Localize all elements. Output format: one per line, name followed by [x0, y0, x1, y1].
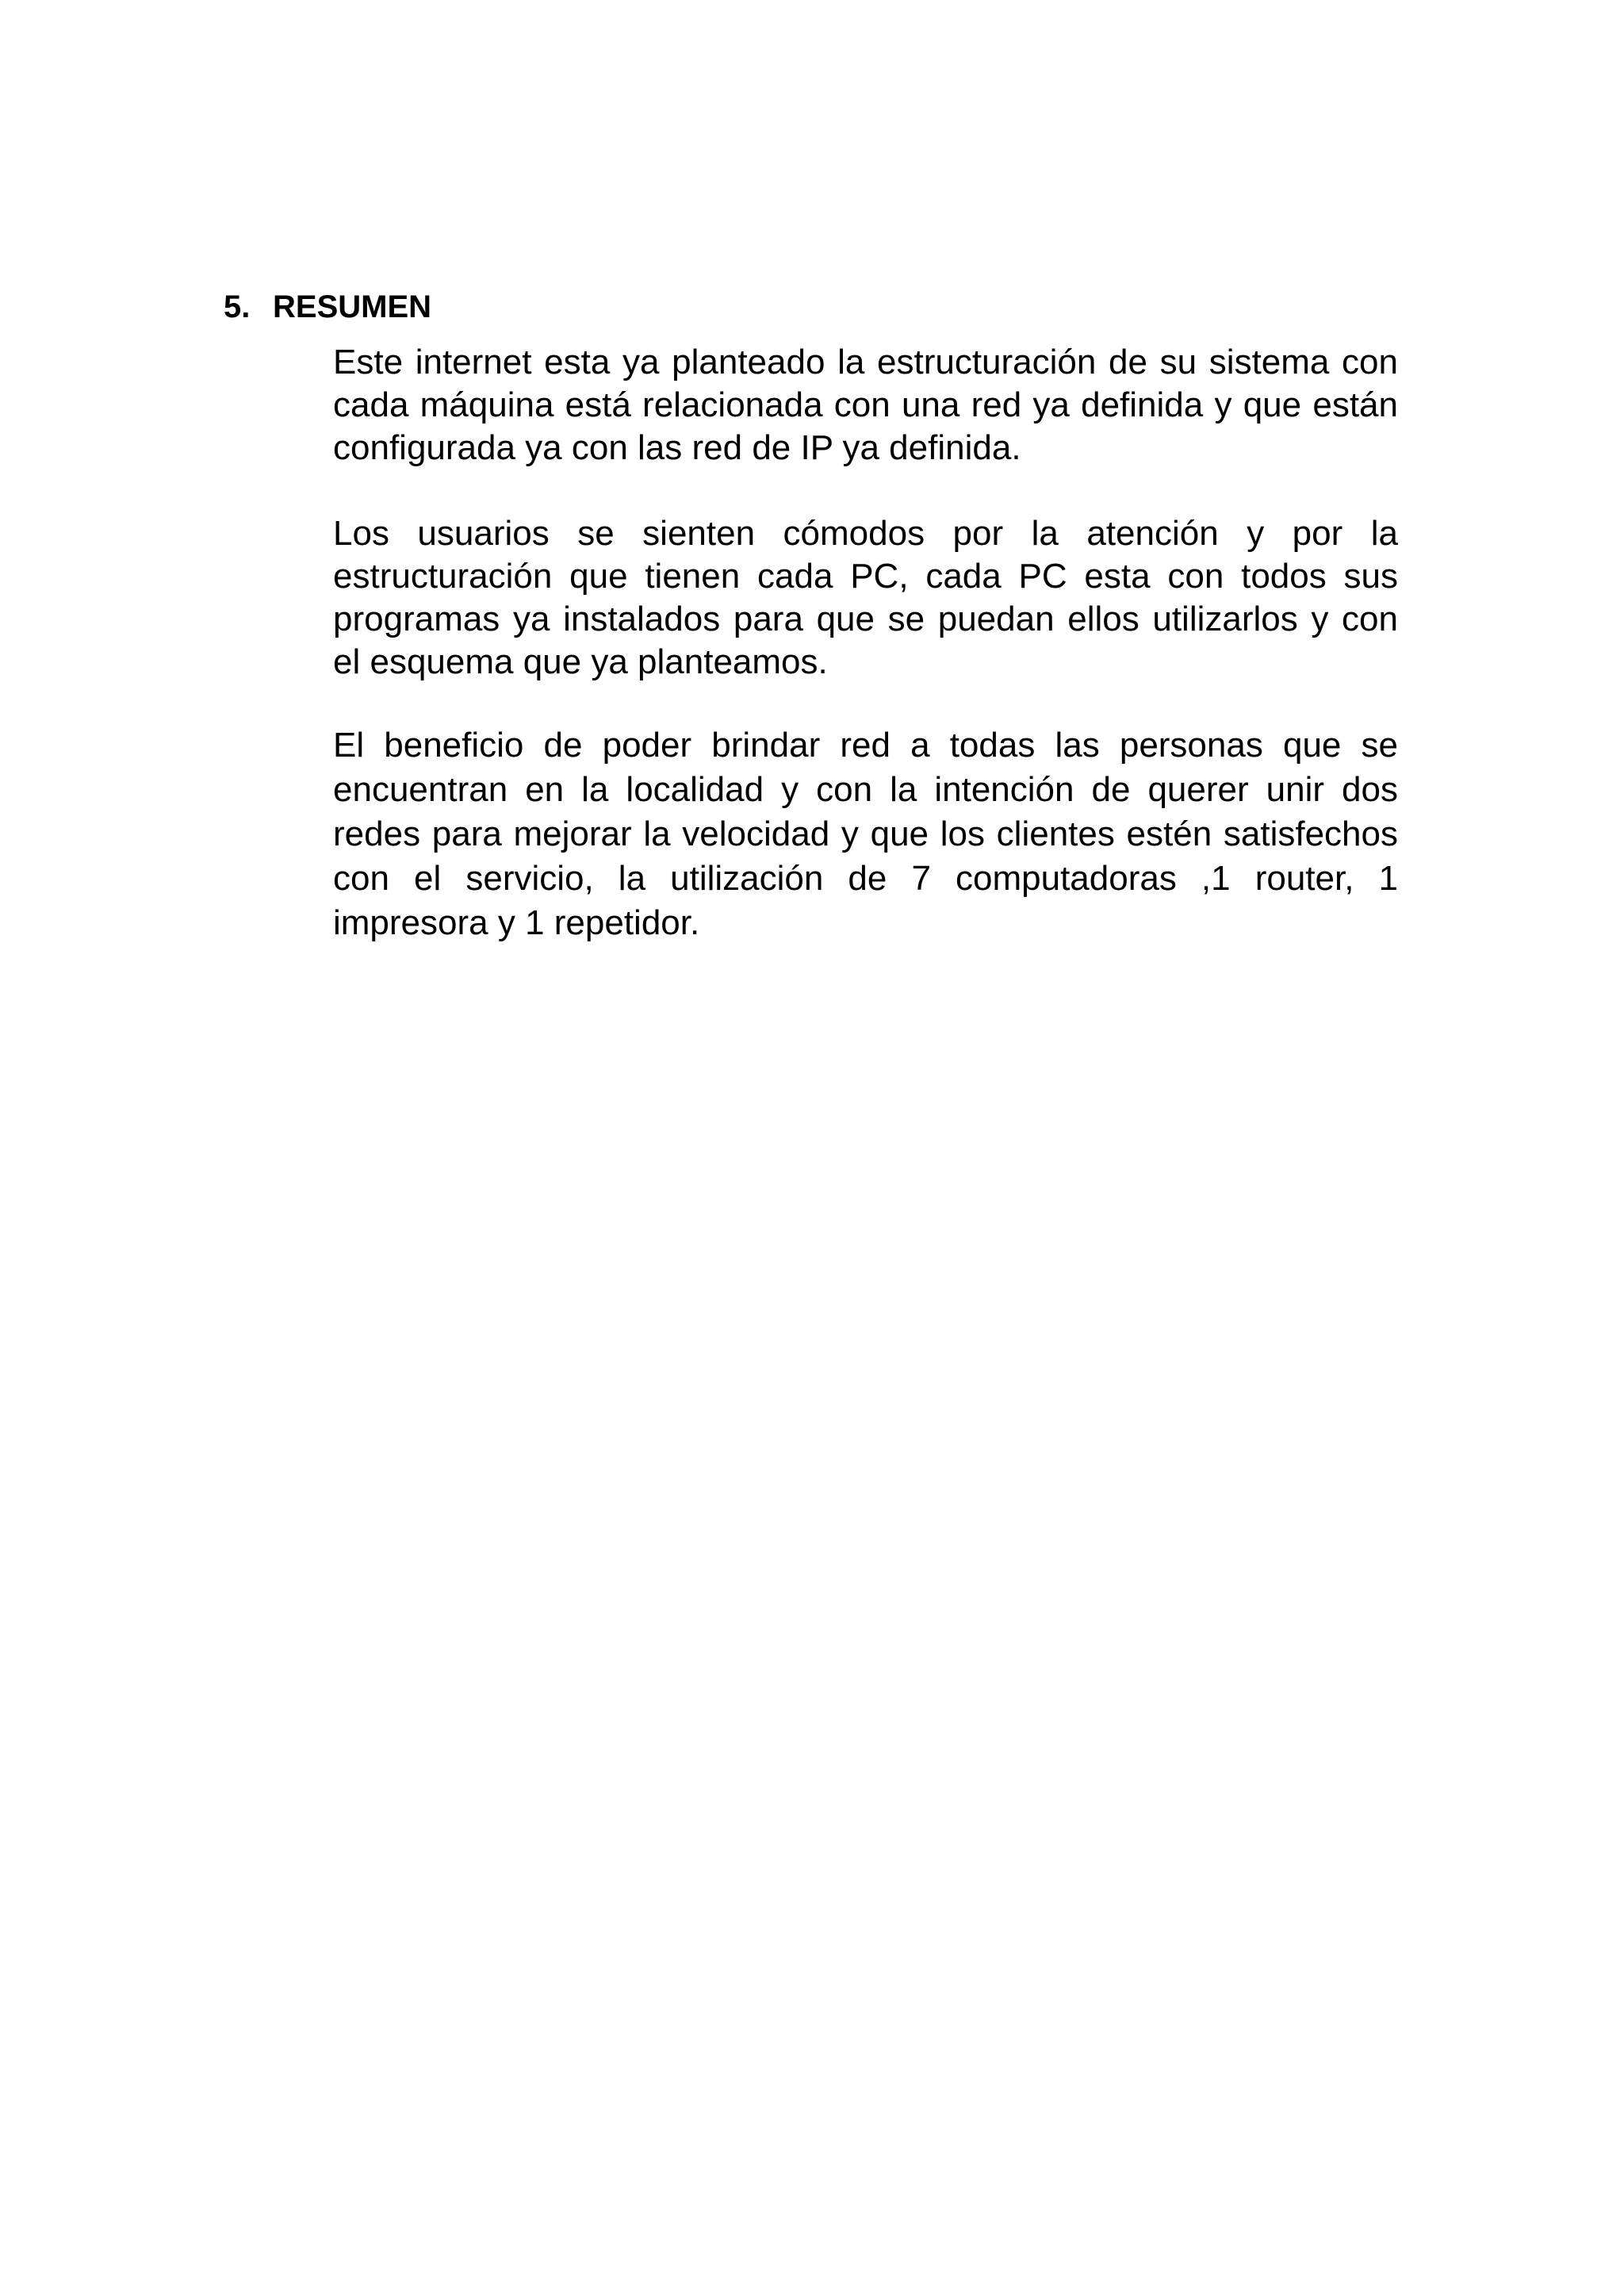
paragraph-summary-users: Los usuarios se sienten cómodos por la atención y por la estructuración que tienen cada PC, cada PC esta con todos sus programas ya instalados para que se puedan ellos utilizarlos y con el esquema que ya planteamos.: [333, 514, 1398, 681]
section-number: 5.: [224, 289, 251, 324]
section-heading: [224, 287, 431, 327]
paragraph-summary-benefit: El beneficio de poder brindar red a todas las personas que se encuentran en la localidad y con la intención de querer unir dos redes para mejorar la velocidad y que los clientes estén satisfechos con el servicio, la utilización de 7 computadoras ,1 router, 1 impresora y 1 repetidor.: [333, 726, 1398, 942]
section-title: RESUMEN: [273, 289, 432, 324]
paragraph-summary-system: Este internet esta ya planteado la estructuración de su sistema con cada máquina está relacionada con una red ya definida y que están configurada ya con las red de IP ya definida.: [333, 343, 1398, 467]
